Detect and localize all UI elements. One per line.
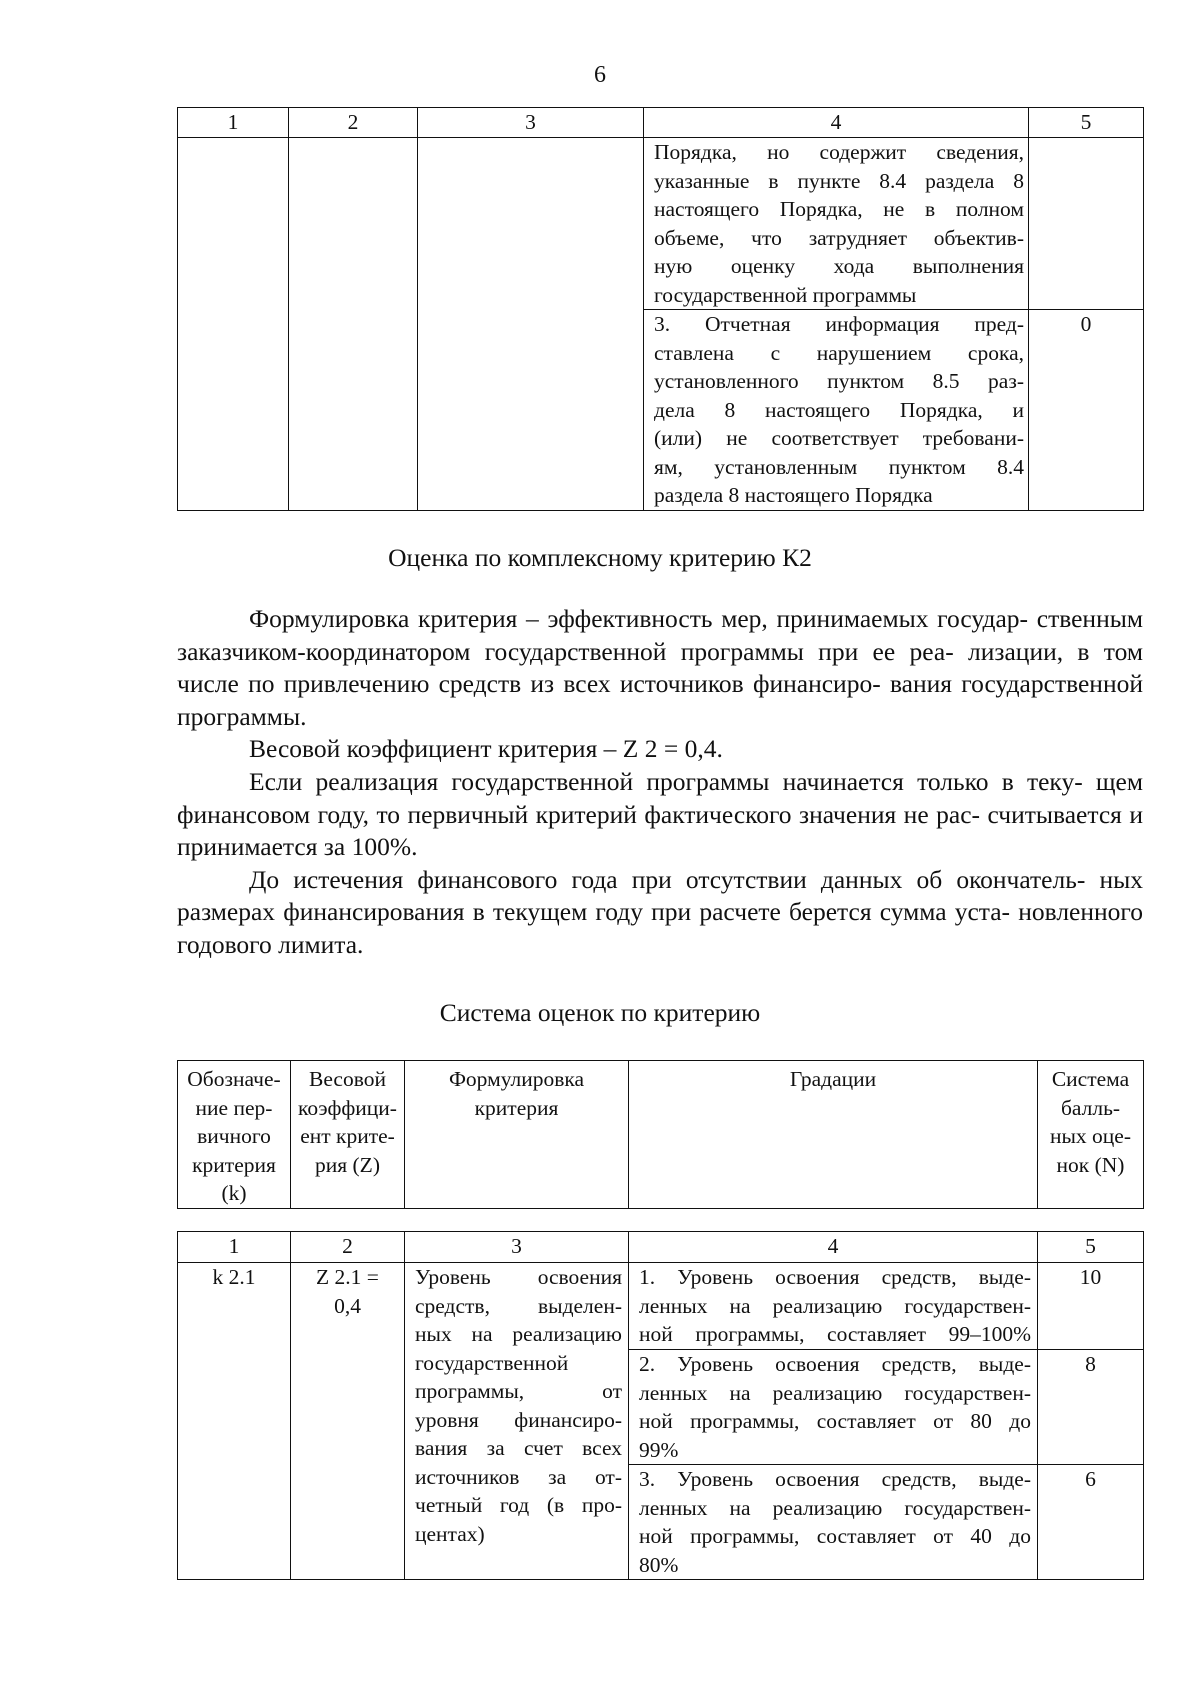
continuation-table bbox=[177, 107, 1144, 511]
paragraph bbox=[177, 864, 1143, 962]
text-line: ленных на реализацию государствен- bbox=[639, 1293, 1031, 1318]
text-line: настоящего Порядка, не в полном bbox=[654, 197, 1024, 221]
text-line: ных размерах финансирования в текущем году при расчете берется сумма уста- bbox=[177, 864, 1144, 927]
text-line: 1. Уровень освоения средств, выде- bbox=[639, 1265, 1031, 1289]
text-line: критерия bbox=[192, 1152, 276, 1177]
text-line: 2. Уровень освоения средств, выде- bbox=[639, 1352, 1031, 1376]
header-criterion-code bbox=[178, 1061, 291, 1209]
text-line: Z 2.1 = bbox=[316, 1265, 379, 1289]
text-line: ставлена с нарушением срока, bbox=[654, 340, 1024, 365]
section-title: Оценка по комплексному критерию К2 bbox=[388, 543, 812, 572]
column-number: 4 bbox=[644, 108, 1029, 138]
text-line: балль- bbox=[1060, 1095, 1121, 1120]
empty-cell bbox=[289, 138, 418, 511]
text-line: уровня финансиро- bbox=[415, 1407, 622, 1432]
text-line: Система bbox=[1051, 1067, 1130, 1091]
text-line: средств, выделен- bbox=[415, 1293, 622, 1318]
text-line: ленных на реализацию государствен- bbox=[639, 1495, 1031, 1520]
column-number: 5 bbox=[1038, 1232, 1144, 1263]
text-line: Формулировка критерия – эффективность мер, принимаемых государ- bbox=[249, 604, 1029, 633]
column-number: 1 bbox=[178, 1232, 291, 1263]
page-number: 6 bbox=[594, 62, 606, 88]
formulation-cell bbox=[405, 1263, 629, 1580]
column-number: 4 bbox=[629, 1232, 1038, 1263]
text-line: вания государственной программы. bbox=[177, 669, 1143, 731]
text-line: До истечения финансового года при отсутствии данных об окончатель- bbox=[249, 864, 1086, 894]
text-line: 99% bbox=[639, 1437, 679, 1462]
paragraph bbox=[177, 603, 1143, 733]
text-line: рия (Z) bbox=[315, 1152, 380, 1177]
score-cell: 0 bbox=[1029, 310, 1144, 511]
table-header-row bbox=[178, 108, 1144, 138]
header-score-system bbox=[1038, 1061, 1144, 1209]
score-cell: 6 bbox=[1038, 1465, 1144, 1580]
text-line: 3. Отчетная информация пред- bbox=[654, 312, 1024, 336]
paragraph bbox=[177, 766, 1143, 864]
column-number: 1 bbox=[178, 108, 289, 138]
text-line: новленного годового лимита. bbox=[177, 897, 1143, 959]
empty-cell bbox=[178, 138, 289, 511]
weight-cell bbox=[291, 1263, 405, 1580]
gradation-text bbox=[644, 138, 1029, 310]
header-formulation bbox=[405, 1061, 629, 1209]
text-line: ных на реализацию bbox=[415, 1322, 622, 1346]
text-line: центах) bbox=[415, 1521, 485, 1546]
text-line: 80% bbox=[639, 1552, 679, 1577]
text-line: ленных на реализацию государствен- bbox=[639, 1380, 1031, 1405]
text-line: лизации, в том числе по привлечению средств из всех источников финансиро- bbox=[177, 636, 1144, 699]
column-number: 5 bbox=[1029, 108, 1144, 138]
text-line: Обозначе- bbox=[187, 1067, 281, 1091]
gradation-cell bbox=[629, 1263, 1038, 1350]
text-line: ственным заказчиком-координатором государственной программы при ее реа- bbox=[177, 604, 1143, 666]
text-line: Градации bbox=[789, 1067, 877, 1091]
text-line: источников за от- bbox=[415, 1464, 622, 1489]
text-line: ной программы, составляет от 80 до bbox=[639, 1409, 1031, 1433]
text-line: Порядка, но содержит сведения, bbox=[654, 140, 1024, 164]
text-line: вания за счет всех bbox=[415, 1436, 622, 1460]
text-line: Весовой bbox=[309, 1067, 386, 1091]
text-line: дела 8 настоящего Порядка, и bbox=[654, 397, 1024, 422]
column-number: 2 bbox=[289, 108, 418, 138]
text-line: ной программы, составляет 99–100% bbox=[639, 1322, 1031, 1346]
criteria-table bbox=[177, 1231, 1144, 1580]
criteria-table-title: Система оценок по критерию bbox=[439, 998, 761, 1027]
column-number: 3 bbox=[405, 1232, 629, 1263]
text-line: государственной программы bbox=[654, 282, 917, 307]
header-weight bbox=[291, 1061, 405, 1209]
text-line: Если реализация государственной программы начинается только в теку- bbox=[249, 766, 1083, 796]
table-row bbox=[178, 138, 1144, 310]
text-line: Уровень освоения bbox=[415, 1265, 622, 1289]
text-line: раздела 8 настоящего Порядка bbox=[654, 483, 933, 507]
body-text bbox=[177, 603, 1143, 962]
text-line: 0,4 bbox=[334, 1293, 361, 1318]
text-line: щем финансовом году, то первичный критерий фактического значения не рас- bbox=[177, 766, 1143, 829]
text-line: четный год (в про- bbox=[415, 1493, 622, 1517]
text-line: ную оценку хода выполнения bbox=[654, 254, 1024, 278]
paragraph: Весовой коэффициент критерия – Z 2 = 0,4. bbox=[249, 734, 723, 764]
header-gradations bbox=[629, 1061, 1038, 1209]
column-number-row bbox=[178, 1232, 1144, 1263]
text-line: ной программы, составляет от 40 до bbox=[639, 1524, 1031, 1548]
criteria-table-header bbox=[177, 1060, 1144, 1209]
text-line: государственной bbox=[415, 1350, 569, 1375]
empty-cell bbox=[418, 138, 644, 511]
criterion-code: k 2.1 bbox=[178, 1263, 291, 1580]
text-line: Формулировка bbox=[448, 1067, 585, 1091]
text-line: коэффици- bbox=[298, 1095, 397, 1120]
text-line: ных оце- bbox=[1049, 1124, 1132, 1148]
text-line: ние пер- bbox=[195, 1095, 273, 1120]
text-line: нок (N) bbox=[1056, 1152, 1125, 1177]
column-number: 3 bbox=[418, 108, 644, 138]
score-cell: 8 bbox=[1038, 1350, 1144, 1465]
text-line: программы, от bbox=[415, 1379, 622, 1403]
text-line: указанные в пункте 8.4 раздела 8 bbox=[654, 168, 1024, 193]
text-line: установленного пунктом 8.5 раз- bbox=[654, 369, 1024, 393]
gradation-cell bbox=[629, 1465, 1038, 1580]
gradation-text bbox=[644, 310, 1029, 511]
text-line: объеме, что затрудняет объектив- bbox=[654, 225, 1024, 250]
text-line: (k) bbox=[221, 1181, 247, 1205]
text-line: критерия bbox=[474, 1095, 559, 1120]
score-cell bbox=[1029, 138, 1144, 310]
text-line: (или) не соответствует требовани- bbox=[654, 426, 1024, 450]
text-line: ям, установленным пунктом 8.4 bbox=[654, 454, 1024, 479]
score-cell: 10 bbox=[1038, 1263, 1144, 1350]
table-row bbox=[178, 1263, 1144, 1350]
table-header-row bbox=[178, 1061, 1144, 1209]
text-line: ент крите- bbox=[300, 1124, 395, 1148]
text-line: 3. Уровень освоения средств, выде- bbox=[639, 1467, 1031, 1491]
text-line: вичного bbox=[197, 1124, 271, 1148]
gradation-cell bbox=[629, 1350, 1038, 1465]
text-line: считывается и принимается за 100%. bbox=[177, 799, 1144, 862]
column-number: 2 bbox=[291, 1232, 405, 1263]
